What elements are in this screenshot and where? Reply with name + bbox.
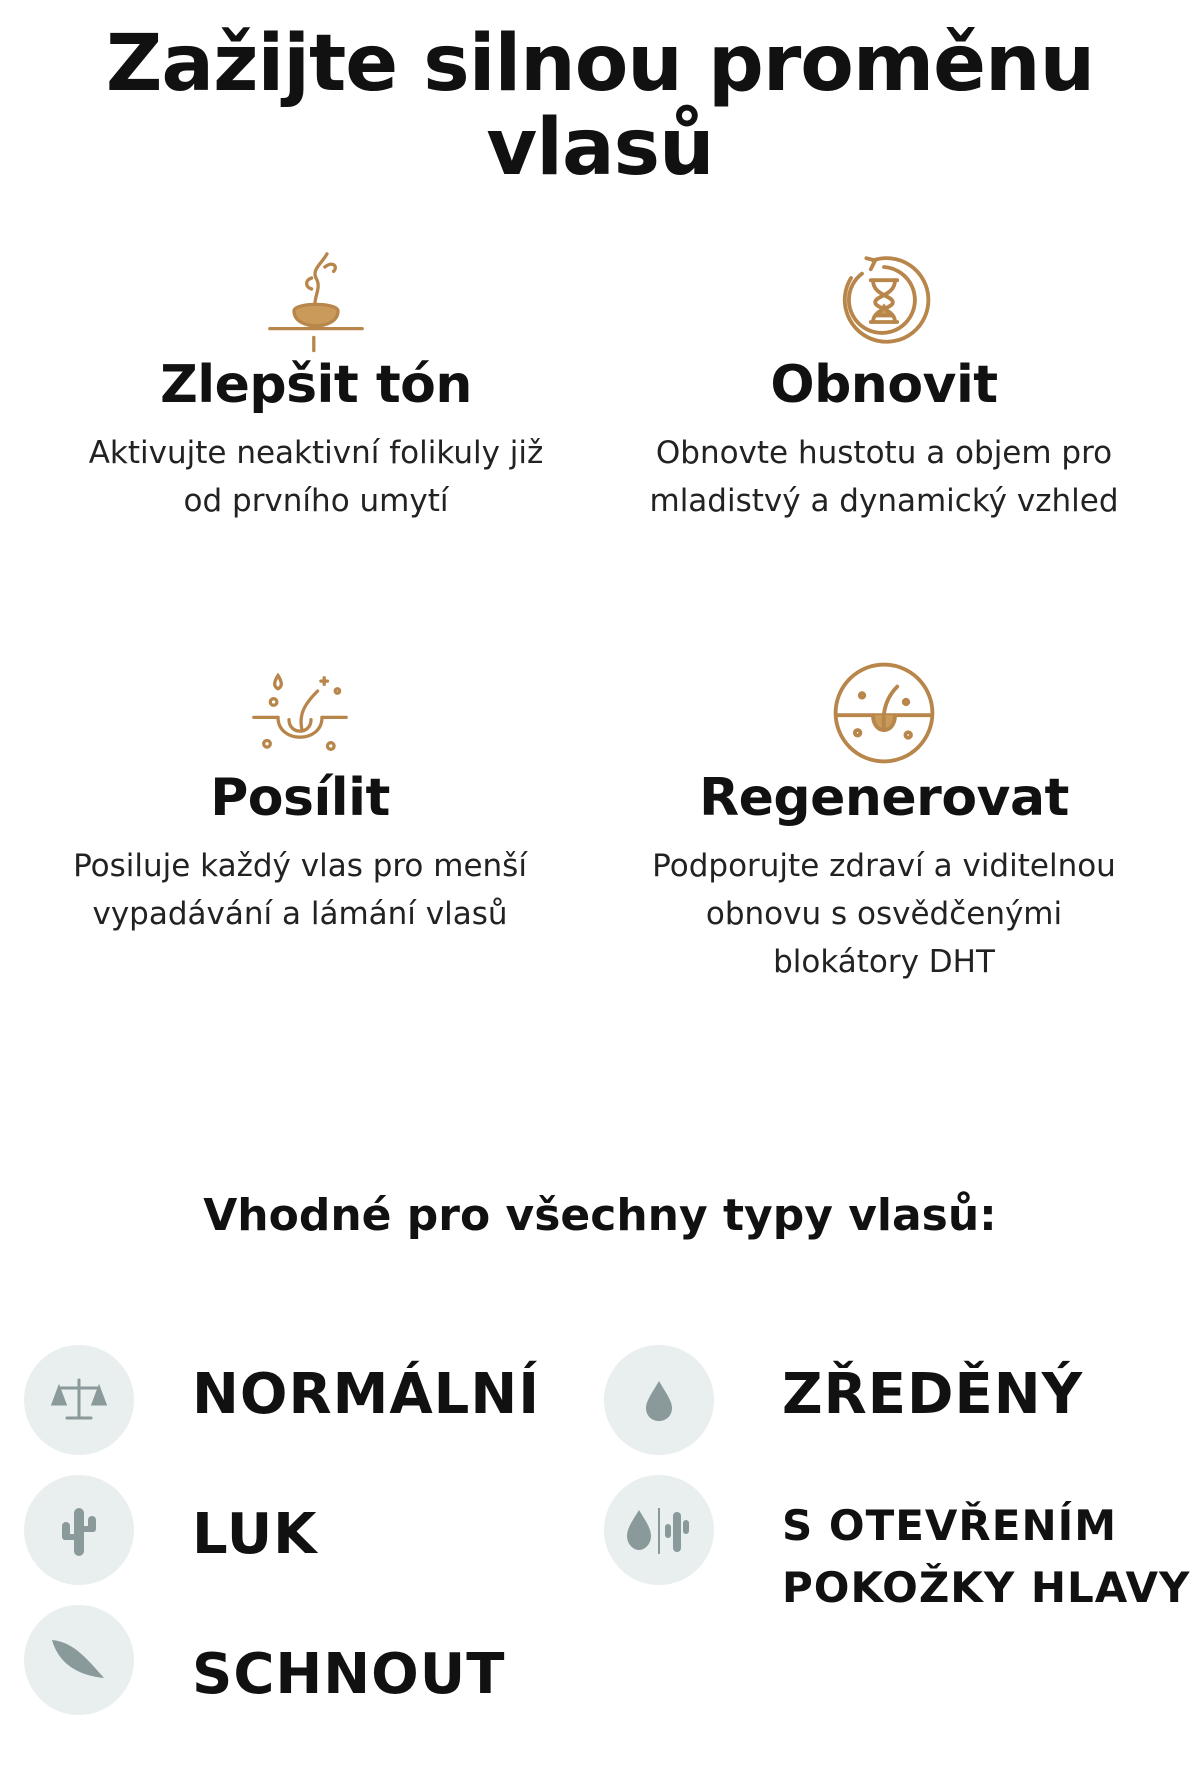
benefit-title: Zlepšit tón: [160, 355, 472, 415]
hair-type-thinning: ZŘEDĚNÝ: [782, 1362, 1084, 1427]
benefit-renew: [624, 245, 1144, 525]
suitable-heading: Vhodné pro všechny typy vlasů:: [203, 1190, 997, 1241]
hair-follicle-icon: [261, 245, 371, 355]
benefit-tone: [56, 245, 576, 525]
page-title-line2: vlasů: [486, 103, 714, 193]
hair-type-normal: NORMÁLNÍ: [192, 1362, 541, 1427]
hair-type-dry: SCHNOUT: [192, 1642, 506, 1707]
benefit-title: Posílit: [210, 768, 390, 828]
benefit-text: Aktivujte neaktivní folikuly již od prvního umytí: [88, 435, 544, 519]
benefit-title: Obnovit: [770, 355, 998, 415]
scalp-regenerate-icon: [829, 658, 939, 768]
page-title-line1: Zažijte silnou proměnu: [105, 19, 1095, 109]
scale-icon: [24, 1345, 134, 1455]
hourglass-cycle-icon: [829, 245, 939, 355]
hair-type-open-scalp: S OTEVŘENÍM POKOŽKY HLAVY: [782, 1501, 1191, 1612]
benefit-regenerate: [624, 658, 1144, 986]
page-title: [0, 19, 1200, 193]
hair-type-luk: LUK: [192, 1502, 318, 1567]
drop-cactus-icon: [604, 1475, 714, 1585]
benefit-text: Podporujte zdraví a viditelnou obnovu s osvědčenými blokátory DHT: [652, 848, 1116, 980]
feather-icon: [24, 1605, 134, 1715]
cactus-icon: [24, 1475, 134, 1585]
hair-strengthen-icon: [245, 658, 355, 768]
drop-icon: [604, 1345, 714, 1455]
benefit-text: Obnovte hustotu a objem pro mladistvý a dynamický vzhled: [649, 435, 1119, 519]
benefit-title: Regenerovat: [699, 768, 1069, 828]
benefit-strengthen: [40, 658, 560, 938]
benefit-text: Posiluje každý vlas pro menší vypadávání a lámání vlasů: [73, 848, 527, 932]
